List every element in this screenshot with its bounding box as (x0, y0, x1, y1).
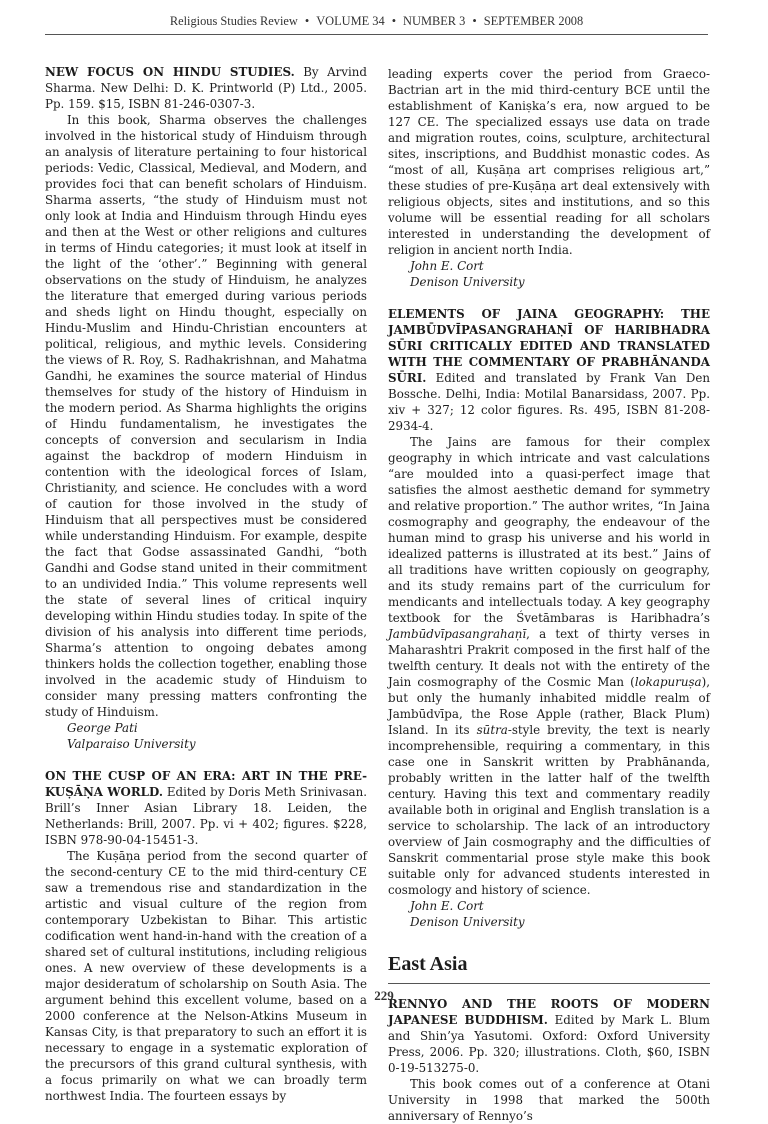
right-column (388, 66, 710, 1124)
reviewer-affiliation: Denison University (410, 915, 525, 929)
header-bullet: • (391, 14, 397, 28)
reviewer-affiliation: Valparaiso University (67, 737, 196, 751)
left-column (45, 64, 367, 1104)
reviewer-name: George Pati (67, 721, 138, 735)
review-body: In this book, Sharma observes the challenges involved in the historical study of Hinduism through an analysis of literature pertaining to four historical periods: Vedic, Classical, Medieval, and Modern, and provides foci that can benefit scholars of Hinduism. Sharma asserts, “the study of Hinduism must not only look at India and Hinduism through Hindu eyes and then at the West or other religions and cultures in terms of Hindu categories; it must look at itself in the light of the ‘other’.” Beginning with general observations on the study of Hinduism, he analyzes the literature that emerged during various periods and sheds light on Hindu thought, especially on Hindu-Muslim and Hindu-Christian encounters at political, religious, and mythic levels. Considering the views of R. Roy, S. Radhakrishnan, and Mahatma Gandhi, he examines the source material of Hindus themselves for study of the history of Hinduism in the modern period. As Sharma highlights the origins of Hindu fundamentalism, he investigates the concepts of conversion and secularism in India against the backdrop of modern Hinduism in contention with the ideological forces of Islam, Christianity, and science. He concludes with a word of caution for those involved in the study of Hinduism that all perspectives must be considered while understanding Hinduism. For example, despite the fact that Godse assassinated Gandhi, “both Gandhi and Godse stand united in their commitment to an undivided India.” This volume represents well the state of several lines of critical inquiry developing within Hindu studies today. In spite of the division of his analysis into different time periods, Sharma’s attention to ongoing debates among thinkers holds the collection together, enabling those involved in the academic study of Hinduism to consider many pressing matters confronting the study of Hinduism. (45, 113, 367, 719)
reviewer-name: John E. Cort (410, 259, 484, 273)
italic-term: lokapuruṣa (634, 675, 702, 689)
book-title: ELEMENTS OF JAINA GEOGRAPHY: THE JAMBŪDVĪPASANGRAHAṆĪ OF HARIBHADRA SŪRI CRITICALLY EDITED AND TRANSLATED WITH THE COMMENTARY OF PRABHĀNANDA SŪRI. (388, 307, 710, 385)
body-text: -style brevity, the text is nearly incomprehensible, requiring a commentary, in this case one in Sanskrit written by Prabhānanda, probably written in the latter half of the twelfth century. Having this text and commentary readily available both in original and English translation is a service to scholarship. The lack of an introductory overview of Jain cosmography and the difficulties of Sanskrit commentarial prose style make this book suitable only for advanced students interested in cosmology and history of science. (388, 723, 710, 897)
book-title: NEW FOCUS ON HINDU STUDIES. (45, 65, 295, 79)
book-title: ON THE CUSP OF AN ERA: ART IN THE PRE-KUṢĀṆA WORLD. (45, 769, 367, 799)
review-citation (45, 768, 367, 848)
review-body (388, 434, 710, 898)
journal-name: Religious Studies Review (169, 14, 298, 28)
reviewer-name: John E. Cort (410, 899, 484, 913)
body-text: ), but only the humanly inhabited middle realm of Jambūdvīpa, the Rose Apple (rather, Black Plum) Island. In its (388, 675, 710, 737)
review-citation (388, 306, 710, 434)
book-details: Edited and translated by Frank Van Den Bossche. Delhi, India: Motilal Banarsidass, 2007. Pp. xiv + 327; 12 color figures. Rs. 495, ISBN 81-208-2934-4. (388, 371, 710, 433)
running-header (45, 14, 708, 29)
header-rule (45, 34, 708, 35)
review-hindu-studies (45, 64, 367, 752)
body-text: , a text of thirty verses in Maharashtri Prakrit composed in the first half of the twelfth century. It deals not with the entirety of the Jain cosmography of the Cosmic Man ( (388, 627, 710, 689)
issue-number: NUMBER 3 (403, 14, 466, 28)
volume-label: VOLUME 34 (316, 14, 385, 28)
review-citation (45, 64, 367, 112)
body-text: The Jains are famous for their complex geography in which intricate and vast calculations “are moulded into a quasi-perfect image that satisfies the almost aesthetic demand for symmetry and relative proportion.” The author writes, “In Jaina cosmography and geography, the endeavour of the human mind to grasp his universe and his world in idealized patterns is illustrated at its best.” Jains of all traditions have written copiously on geography, and its study remains part of the curriculum for mendicants and intellectuals today. A key geography textbook for the Śvetāmbaras is Haribhadra’s (388, 435, 710, 625)
header-bullet: • (472, 14, 477, 28)
header-bullet: • (304, 14, 310, 28)
review-citation (388, 996, 710, 1076)
page-number: 229 (374, 988, 394, 1003)
italic-term: sūtra (476, 723, 508, 737)
issue-date: SEPTEMBER 2008 (483, 14, 584, 28)
review-cusp-of-an-era-continued (388, 66, 710, 290)
book-details: By Arvind Sharma. New Delhi: D. K. Printworld (P) Ltd., 2005. Pp. 159. $15, ISBN 81-246-0307-3. (45, 65, 367, 111)
review-jaina-geography (388, 306, 710, 930)
review-rennyo (388, 996, 710, 1124)
review-body: leading experts cover the period from Graeco-Bactrian art in the mid third-century BCE until the establishment of Kaniṣka’s era, now argued to be 127 CE. The specialized essays use data on trade and migration routes, coins, sculpture, architectural sites, inscriptions, and Buddhist monastic codes. As “most of all, Kuṣāṇa art comprises religious art,” these studies of pre-Kuṣāṇa art deal extensively with religious objects, sites and institutions, and so this volume will be essential reading for all scholars interested in understanding the development of religion in ancient north India. (388, 67, 710, 257)
review-body: The Kuṣāṇa period from the second quarter of the second-century CE to the mid third-century CE saw a tremendous rise and standardization in the artistic and visual culture of the region from contemporary Uzbekistan to Bihar. This artistic codification went hand-in-hand with the creation of a shared set of cultural institutions, including religious ones. A new overview of these developments is a major desideratum of scholarship on South Asia. The argument behind this excellent volume, based on a 2000 conference at the Nelson-Atkins Museum in Kansas City, is that preparatory to such an effort it is necessary to engage in a systematic exploration of the precursors of this grand cultural synthesis, with a focus primarily on what we can broadly term northwest India. The fourteen essays by (45, 849, 367, 1103)
review-body: This book comes out of a conference at Otani University in 1998 that marked the 500th anniversary of Rennyo’s (388, 1077, 710, 1123)
book-title: RENNYO AND THE ROOTS OF MODERN JAPANESE BUDDHISM. (388, 997, 710, 1027)
section-heading-east-asia: East Asia (388, 952, 710, 984)
book-details: Edited by Mark L. Blum and Shin’ya Yasutomi. Oxford: Oxford University Press, 2006. Pp. 320; illustrations. Cloth, $60, ISBN 0-19-513275-0. (388, 1013, 710, 1075)
book-details: Edited by Doris Meth Srinivasan. Brill’s Inner Asian Library 18. Leiden, the Netherlands: Brill, 2007. Pp. vi + 402; figures. $228, ISBN 978-90-04-15451-3. (45, 785, 367, 847)
reviewer-affiliation: Denison University (410, 275, 525, 289)
review-cusp-of-an-era (45, 768, 367, 1104)
italic-term: Jambūdvīpasangrahaṇī (388, 627, 527, 641)
